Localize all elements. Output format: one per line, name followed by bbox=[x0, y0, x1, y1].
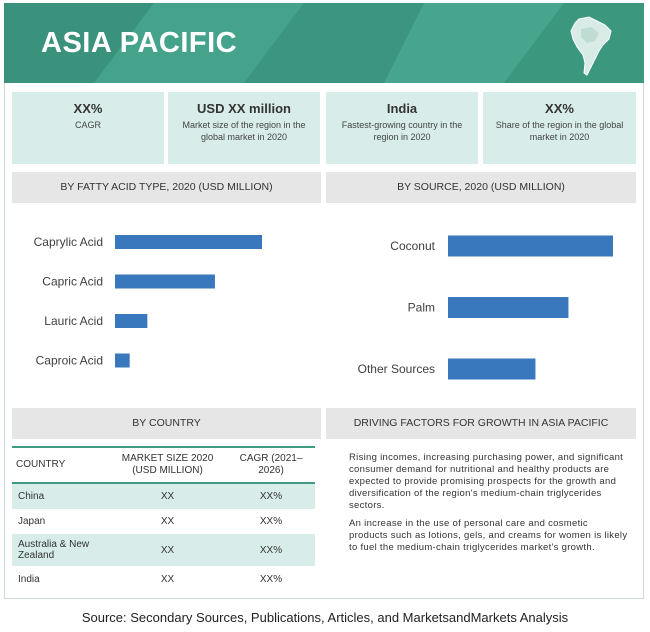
category-label: Capric Acid bbox=[42, 274, 103, 289]
col-header-cagr: CAGR (2021–2026) bbox=[227, 447, 315, 483]
bar bbox=[448, 236, 613, 257]
kpi-region-share-desc: Share of the region in the global market in 2020 bbox=[495, 120, 624, 142]
category-label: Caproic Acid bbox=[35, 353, 103, 368]
bar bbox=[115, 354, 130, 368]
kpi-fastest-growing bbox=[326, 92, 478, 164]
category-label: Palm bbox=[407, 300, 435, 315]
table-row bbox=[12, 566, 315, 593]
cell-market-size: XX bbox=[108, 483, 227, 509]
category-label: Caprylic Acid bbox=[33, 235, 103, 249]
kpi-fastest-growing-desc: Fastest-growing country in the region in 2020 bbox=[341, 120, 463, 142]
cell-country: India bbox=[18, 574, 40, 585]
country-section-title: BY COUNTRY bbox=[12, 408, 321, 439]
kpi-market-size bbox=[168, 92, 320, 164]
cell-cagr: XX% bbox=[227, 483, 315, 509]
cell-market-size: XX bbox=[160, 516, 175, 527]
cell-cagr: XX% bbox=[259, 516, 283, 527]
fatty-acid-bar-chart bbox=[12, 215, 321, 385]
table-row bbox=[12, 534, 315, 566]
cell-country: Australia & New Zealand bbox=[12, 534, 108, 566]
cell-cagr: XX% bbox=[227, 534, 315, 566]
fatty-acid-section-title: BY FATTY ACID TYPE, 2020 (USD MILLION) bbox=[12, 172, 321, 203]
cell-cagr: XX% bbox=[259, 574, 283, 585]
kpi-region-share-value: XX% bbox=[545, 101, 574, 116]
cell-market-size: XX bbox=[108, 534, 227, 566]
drivers-section-title: DRIVING FACTORS FOR GROWTH IN ASIA PACIFIC bbox=[326, 408, 636, 439]
kpi-fastest-growing-value: India bbox=[386, 101, 418, 116]
bar bbox=[115, 275, 215, 289]
table-row bbox=[12, 483, 315, 509]
kpi-region-share bbox=[483, 92, 636, 164]
region-title: ASIA PACIFIC bbox=[41, 27, 238, 59]
driver-paragraph-1: Rising incomes, increasing purchasing power, and significant consumer demand for nutritional and healthy products are expected to provide promising prospects for the growth and diversification of the region's medium-chain triglycerides sectors. bbox=[349, 452, 624, 511]
category-label: Other Sources bbox=[357, 362, 435, 376]
col-header-country: COUNTRY bbox=[12, 447, 108, 483]
col-header-market-size: MARKET SIZE 2020 (USD MILLION) bbox=[108, 447, 227, 483]
source-section-title: BY SOURCE, 2020 (USD MILLION) bbox=[326, 172, 636, 203]
cell-country: China bbox=[12, 483, 108, 509]
table-header-row bbox=[12, 447, 315, 483]
kpi-market-size-desc: Market size of the region in the global market in 2020 bbox=[182, 120, 306, 142]
category-label: Lauric Acid bbox=[44, 314, 103, 328]
bar bbox=[115, 314, 147, 328]
kpi-cagr-desc: CAGR bbox=[74, 120, 101, 130]
south-america-map-icon bbox=[565, 15, 617, 79]
kpi-market-size-value: USD XX million bbox=[197, 101, 291, 116]
country-table bbox=[12, 446, 315, 593]
bar bbox=[448, 359, 535, 380]
kpi-cagr-value: XX% bbox=[73, 101, 103, 116]
bar bbox=[115, 235, 262, 249]
bar bbox=[448, 297, 568, 318]
table-row bbox=[12, 509, 315, 534]
category-label: Coconut bbox=[390, 239, 435, 253]
driver-paragraph-2: An increase in the use of personal care and cosmetic products such as lotions, gels, and creams for women is likely to fuel the medium-chain triglycerides market's growth. bbox=[349, 518, 628, 553]
source-bar-chart bbox=[326, 215, 636, 390]
kpi-cagr bbox=[12, 92, 164, 164]
source-note: Source: Secondary Sources, Publications, Articles, and MarketsandMarkets Analysis bbox=[81, 610, 569, 625]
cell-country: Japan bbox=[18, 516, 46, 527]
cell-market-size: XX bbox=[160, 574, 175, 585]
header-banner bbox=[4, 3, 644, 83]
